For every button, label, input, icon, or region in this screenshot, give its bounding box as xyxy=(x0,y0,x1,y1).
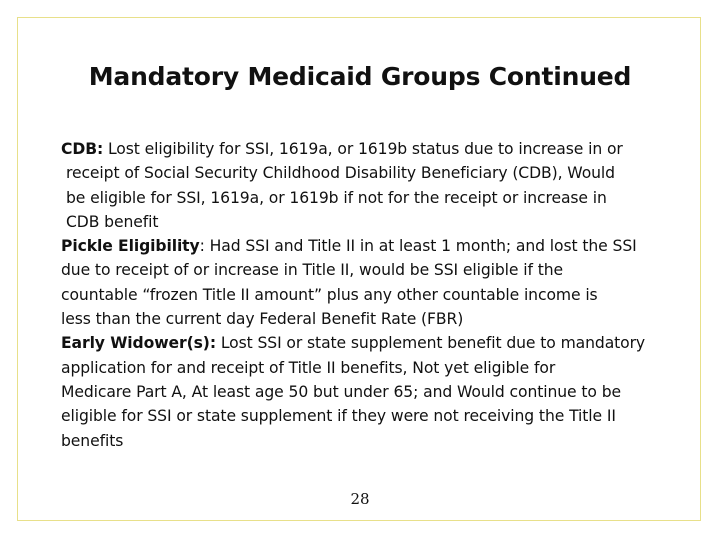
cdb-text-line-4: CDB benefit xyxy=(66,212,159,231)
pickle-text-line-2: due to receipt of or increase in Title II, would be SSI eligible if the xyxy=(61,261,564,280)
pickle-text-line-3: countable “frozen Title II amount” plus any other countable income is xyxy=(61,285,598,304)
early-widower-text-line-5: benefits xyxy=(61,431,124,450)
cdb-text-line-1: Lost eligibility for SSI, 1619a, or 1619b status due to increase in or xyxy=(103,140,623,158)
slide-title: Mandatory Medicaid Groups Continued xyxy=(88,62,632,91)
pickle-label: Pickle Eligibility xyxy=(61,237,200,256)
slide-body xyxy=(61,137,671,453)
early-widower-text-line-3: Medicare Part A, At least age 50 but under 65; and Would continue to be xyxy=(61,382,622,401)
cdb-label: CDB: xyxy=(61,140,104,158)
early-widower-text-line-2: application for and receipt of Title II benefits, Not yet eligible for xyxy=(61,358,556,377)
pickle-paragraph xyxy=(61,234,671,331)
cdb-paragraph xyxy=(61,137,671,234)
early-widower-label: Early Widower(s): xyxy=(61,334,216,353)
pickle-text-line-1: : Had SSI and Title II in at least 1 month; and lost the SSI xyxy=(199,237,637,256)
early-widower-text-line-1: Lost SSI or state supplement benefit due to mandatory xyxy=(215,334,646,353)
page-number: 28 xyxy=(350,490,370,508)
early-widower-paragraph xyxy=(61,331,671,452)
early-widower-text-line-4: eligible for SSI or state supplement if they were not receiving the Title II xyxy=(61,407,616,426)
cdb-text-line-3: be eligible for SSI, 1619a, or 1619b if not for the receipt or increase in xyxy=(66,188,607,207)
cdb-text-line-2: receipt of Social Security Childhood Disability Beneficiary (CDB), Would xyxy=(66,164,615,183)
pickle-text-line-4: less than the current day Federal Benefit Rate (FBR) xyxy=(61,310,464,329)
